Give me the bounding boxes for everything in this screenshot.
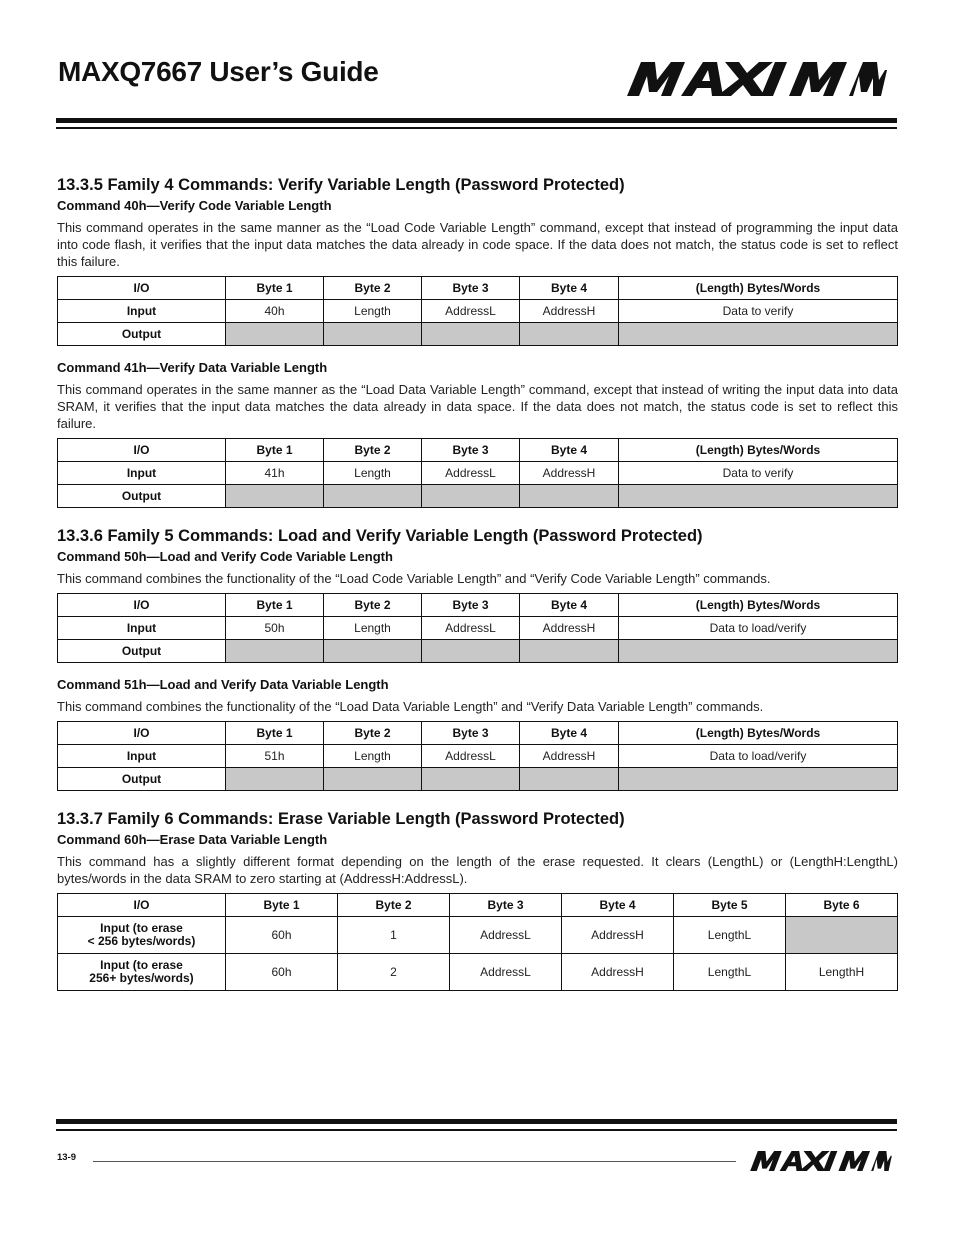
header-byte2: Byte 2 [324, 722, 422, 745]
table-cell: AddressL [422, 617, 520, 640]
row-label-input: Input [58, 462, 226, 485]
table-row-output [58, 323, 898, 346]
header-byte4: Byte 4 [520, 277, 619, 300]
header-byte2: Byte 2 [324, 277, 422, 300]
table-header-row [58, 277, 898, 300]
shaded-cell [324, 640, 422, 663]
header-byte4: Byte 4 [520, 722, 619, 745]
header-byte3: Byte 3 [422, 277, 520, 300]
row-label-output: Output [58, 640, 226, 663]
table-cell: 1 [338, 917, 450, 954]
section-heading-13-3-5: 13.3.5 Family 4 Commands: Verify Variable Length (Password Protected) [57, 176, 625, 194]
header-rule-thick [56, 118, 897, 123]
shaded-cell [324, 323, 422, 346]
shaded-cell [226, 485, 324, 508]
command-51h-description: This command combines the functionality of the “Load Data Variable Length” and “Verify Data Variable Length” commands. [57, 699, 764, 714]
footer-rule-thin [56, 1129, 897, 1131]
table-cell: Data to verify [619, 462, 898, 485]
page-content [57, 175, 898, 991]
table-cell: AddressL [422, 300, 520, 323]
table-cell: AddressL [422, 462, 520, 485]
header-byte4: Byte 4 [562, 894, 674, 917]
shaded-cell [520, 768, 619, 791]
shaded-cell [422, 485, 520, 508]
table-row-output [58, 640, 898, 663]
header-byte5: Byte 5 [674, 894, 786, 917]
table-header-row [58, 894, 898, 917]
table-cell: LengthL [674, 954, 786, 991]
row-label-input: Input [58, 745, 226, 768]
row-label-input: Input [58, 300, 226, 323]
header-byte2: Byte 2 [338, 894, 450, 917]
command-40h-description: This command operates in the same manner as the “Load Code Variable Length” command, except that instead of programming the input data into code flash, it verifies that the input data matches the data already in code space. If the data does not match, the status code is set to reflect this failure. [57, 220, 898, 269]
header-byte2: Byte 2 [324, 594, 422, 617]
command-60h-table [57, 893, 898, 991]
row-label-line: Input (to erase [100, 921, 183, 935]
table-cell: Data to load/verify [619, 617, 898, 640]
shaded-cell [422, 768, 520, 791]
row-label-input: Input [58, 617, 226, 640]
shaded-cell [619, 768, 898, 791]
table-cell: 40h [226, 300, 324, 323]
table-cell: AddressH [562, 917, 674, 954]
table-header-row [58, 722, 898, 745]
command-50h-table [57, 593, 898, 663]
shaded-cell [520, 485, 619, 508]
table-cell: 2 [338, 954, 450, 991]
footer-rule-thick [56, 1119, 897, 1124]
header-byte3: Byte 3 [450, 894, 562, 917]
shaded-cell [520, 640, 619, 663]
section-heading-13-3-6: 13.3.6 Family 5 Commands: Load and Verify Variable Length (Password Protected) [57, 527, 703, 545]
table-row-input [58, 617, 898, 640]
table-cell: AddressL [450, 917, 562, 954]
header-byte2: Byte 2 [324, 439, 422, 462]
row-label-line: 256+ bytes/words) [89, 971, 194, 985]
table-cell: LengthH [786, 954, 898, 991]
row-label-output: Output [58, 768, 226, 791]
row-label-output: Output [58, 323, 226, 346]
header-byte1: Byte 1 [226, 894, 338, 917]
maxim-logo-footer [748, 1151, 894, 1171]
table-cell: AddressH [520, 300, 619, 323]
table-row-output [58, 768, 898, 791]
table-cell: Length [324, 300, 422, 323]
table-row-input-small [58, 917, 898, 954]
table-row-output [58, 485, 898, 508]
shaded-cell [226, 640, 324, 663]
table-cell: AddressH [562, 954, 674, 991]
header-byte3: Byte 3 [422, 439, 520, 462]
header-byte6: Byte 6 [786, 894, 898, 917]
header-length: (Length) Bytes/Words [619, 277, 898, 300]
shaded-cell [619, 640, 898, 663]
command-40h-table [57, 276, 898, 346]
page-number: 13-9 [57, 1152, 77, 1163]
table-cell: AddressH [520, 462, 619, 485]
shaded-cell [422, 640, 520, 663]
command-41h-heading: Command 41h—Verify Data Variable Length [57, 360, 328, 375]
command-60h-heading: Command 60h—Erase Data Variable Length [57, 832, 328, 847]
section-heading-13-3-7: 13.3.7 Family 6 Commands: Erase Variable Length (Password Protected) [57, 810, 625, 828]
row-label-output: Output [58, 485, 226, 508]
command-60h-description: This command has a slightly different format depending on the length of the erase requested. It clears (LengthL) or (LengthH:LengthL) bytes/words in the data SRAM to zero starting at (AddressH:AddressL). [57, 854, 898, 886]
header-byte3: Byte 3 [422, 594, 520, 617]
table-cell: 60h [226, 954, 338, 991]
maxim-logo [623, 62, 891, 96]
header-length: (Length) Bytes/Words [619, 722, 898, 745]
table-cell: 60h [226, 917, 338, 954]
header-rule-thin [56, 127, 897, 129]
table-header-row [58, 594, 898, 617]
table-cell: Length [324, 745, 422, 768]
command-51h-heading: Command 51h—Load and Verify Data Variable Length [57, 677, 389, 692]
header-byte1: Byte 1 [226, 439, 324, 462]
table-cell: AddressL [450, 954, 562, 991]
table-cell: Length [324, 617, 422, 640]
shaded-cell [619, 485, 898, 508]
table-header-row [58, 439, 898, 462]
command-50h-heading: Command 50h—Load and Verify Code Variable Length [57, 549, 393, 564]
header-io: I/O [58, 439, 226, 462]
command-50h-description: This command combines the functionality of the “Load Code Variable Length” and “Verify Code Variable Length” commands. [57, 571, 771, 586]
shaded-cell [226, 768, 324, 791]
header-byte1: Byte 1 [226, 594, 324, 617]
table-cell: AddressL [422, 745, 520, 768]
table-cell: AddressH [520, 745, 619, 768]
table-cell: 51h [226, 745, 324, 768]
table-row-input [58, 745, 898, 768]
table-cell: Data to load/verify [619, 745, 898, 768]
header-byte4: Byte 4 [520, 594, 619, 617]
header-length: (Length) Bytes/Words [619, 439, 898, 462]
command-41h-table [57, 438, 898, 508]
shaded-cell [520, 323, 619, 346]
table-cell: Length [324, 462, 422, 485]
command-51h-table [57, 721, 898, 791]
table-cell: Data to verify [619, 300, 898, 323]
header-io: I/O [58, 894, 226, 917]
footer-divider [93, 1161, 736, 1162]
shaded-cell [786, 917, 898, 954]
header-io: I/O [58, 277, 226, 300]
shaded-cell [226, 323, 324, 346]
table-row-input-large [58, 954, 898, 991]
row-label-input-small [58, 917, 226, 954]
document-title: MAXQ7667 User’s Guide [58, 56, 379, 87]
table-cell: 50h [226, 617, 324, 640]
shaded-cell [324, 485, 422, 508]
row-label-line: Input (to erase [100, 958, 183, 972]
header-byte4: Byte 4 [520, 439, 619, 462]
command-41h-description: This command operates in the same manner as the “Load Data Variable Length” command, except that instead of writing the input data into data SRAM, it verifies that the input data matches the data already in data space. If the data does not match, the status code is set to reflect this failure. [57, 382, 898, 431]
shaded-cell [422, 323, 520, 346]
shaded-cell [324, 768, 422, 791]
table-cell: LengthL [674, 917, 786, 954]
header-byte1: Byte 1 [226, 722, 324, 745]
header-length: (Length) Bytes/Words [619, 594, 898, 617]
header-byte3: Byte 3 [422, 722, 520, 745]
table-row-input [58, 462, 898, 485]
header-byte1: Byte 1 [226, 277, 324, 300]
row-label-input-large [58, 954, 226, 991]
table-cell: 41h [226, 462, 324, 485]
table-cell: AddressH [520, 617, 619, 640]
header-io: I/O [58, 722, 226, 745]
row-label-line: < 256 bytes/words) [87, 934, 196, 948]
shaded-cell [619, 323, 898, 346]
header-io: I/O [58, 594, 226, 617]
table-row-input [58, 300, 898, 323]
command-40h-heading: Command 40h—Verify Code Variable Length [57, 198, 332, 213]
